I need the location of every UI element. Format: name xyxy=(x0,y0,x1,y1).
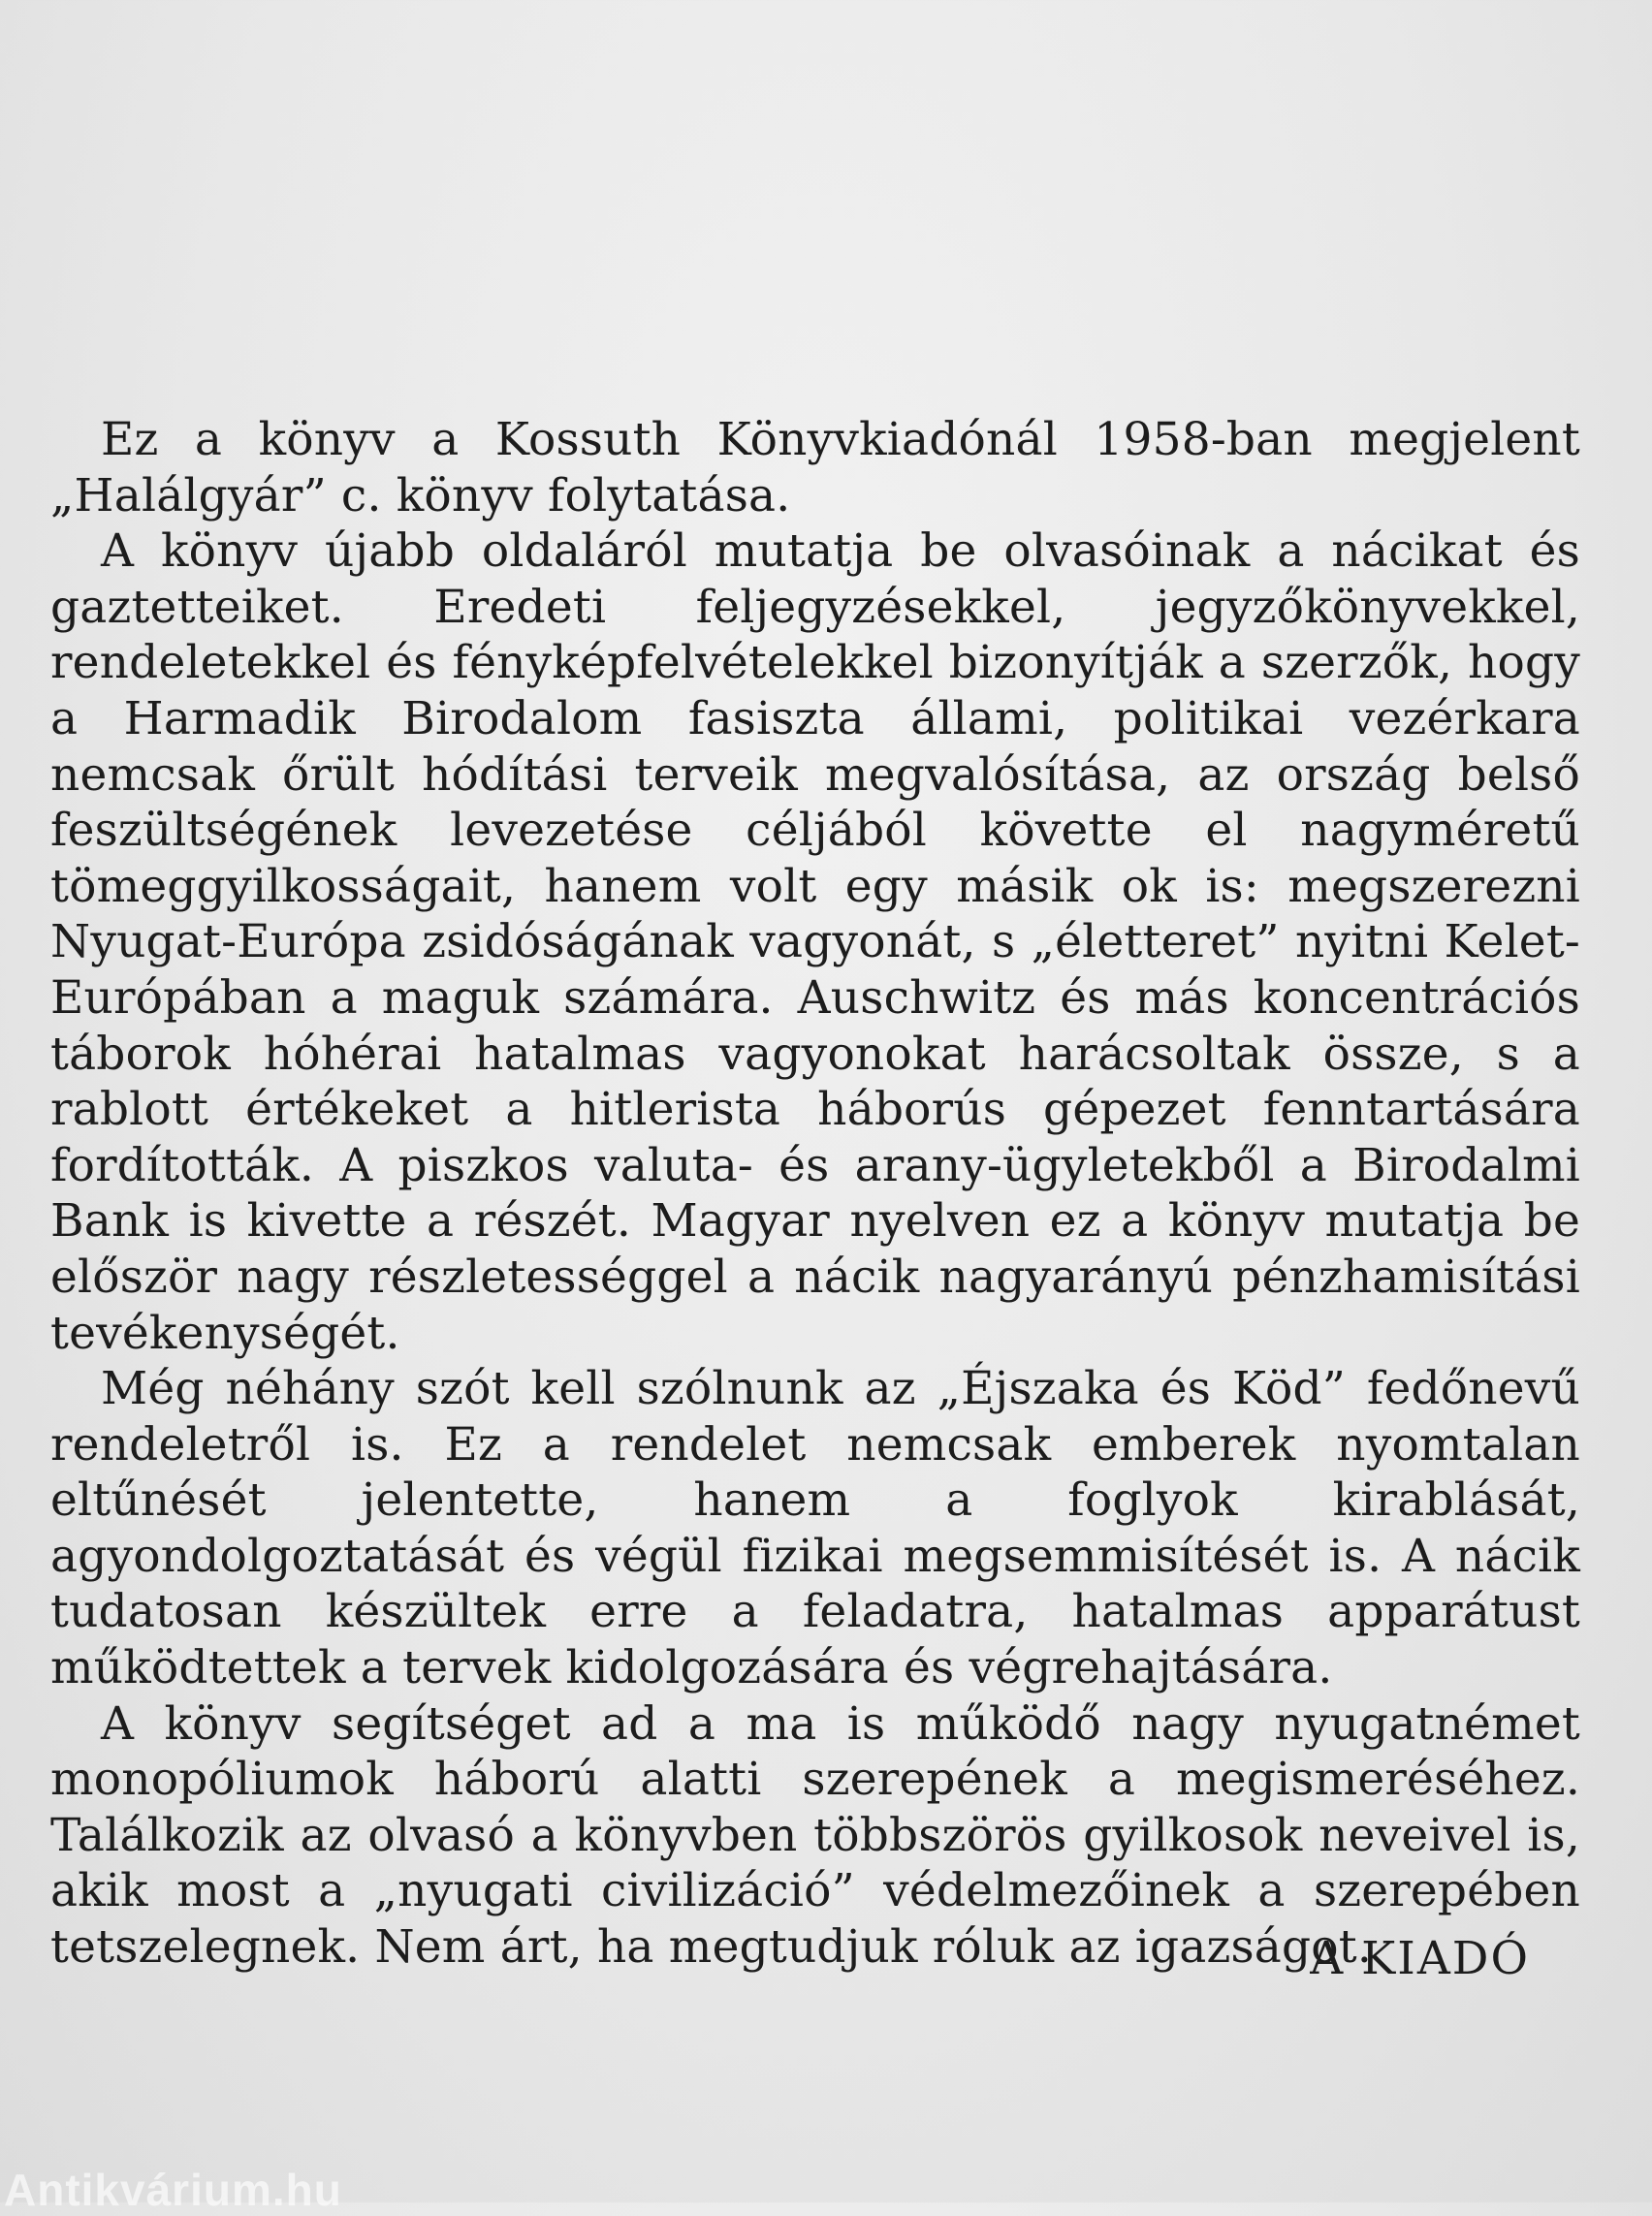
paragraph-1: Ez a könyv a Kossuth Könyvkiadónál 1958-ban megjelent „Halálgyár” c. könyv folytatása. xyxy=(50,413,1580,522)
paragraph-2: A könyv újabb oldaláról mutatja be olvasóinak a nácikat és gaztetteiket. Eredeti feljegyzésekkel, jegyzőkönyvekkel, rendeletekkel és fényképfelvételekkel bizonyítják a szerzők, hogy a Harmadik Birodalom fasiszta állami, politikai vezérkara nemcsak őrült hódítási terveik megvalósítása, az ország belső feszültségének levezetése céljából követte el nagyméretű tömeggyilkosságait, hanem volt egy másik ok is: megszerezni Nyugat-Európa zsidóságának vagyonát, s „életteret” nyitni Kelet-Európában a maguk számára. Auschwitz és más koncentrációs táborok hóhérai hatalmas vagyonokat harácsoltak össze, s a rablott értékeket a hitlerista háborús gépezet fenntartására fordították. A piszkos valuta- és arany-ügyletekből a Birodalmi Bank is kivette a részét. Magyar nyelven ez a könyv mutatja be először nagy részletességgel a nácik nagyarányú pénzhamisítási tevékenységét. xyxy=(50,524,1580,1360)
watermark: Antikvárium.hu xyxy=(4,2165,342,2215)
publisher-signature: A KIADÓ xyxy=(1310,1932,1530,1985)
paragraph-3: Még néhány szót kell szólnunk az „Éjszaka és Köd” fedőnevű rendeletről is. Ez a rendelet nemcsak emberek nyomtalan eltűnését jelentette, hanem a foglyok kirablását, agyondolgoztatását és végül fizikai megsemmisítését is. A nácik tudatosan készültek erre a feladatra, hatalmas apparátust működtettek a tervek kidolgozására és végrehajtására. xyxy=(50,1362,1580,1695)
paragraph-4: A könyv segítséget ad a ma is működő nagy nyugatnémet monopóliumok háború alatti szerepének a megismeréséhez. Találkozik az olvasó a könyvben többszörös gyilkosok neveivel is, akik most a „nyugati civilizáció” védelmezőinek a szerepében tetszelegnek. Nem árt, ha megtudjuk róluk az igazságot. xyxy=(50,1696,1580,1975)
body-text xyxy=(50,412,1580,1976)
